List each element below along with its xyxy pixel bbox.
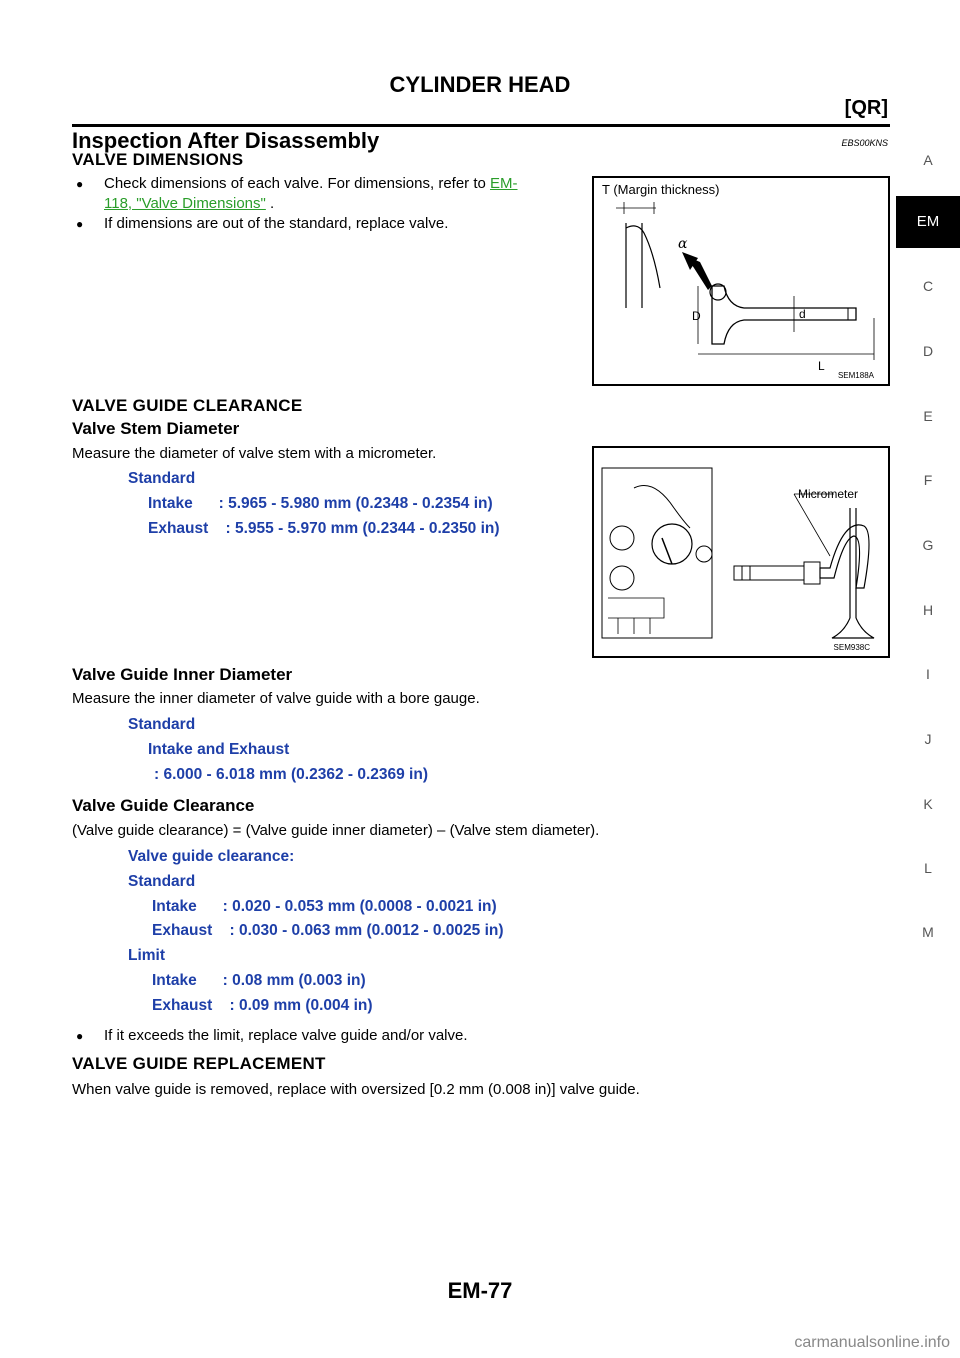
stem-exhaust-spec: Exhaust : 5.955 - 5.970 mm (0.2344 - 0.2350 in) xyxy=(148,520,500,537)
bullet-icon: ● xyxy=(76,1029,84,1043)
tab-k[interactable]: K xyxy=(923,796,933,812)
tab-i[interactable]: I xyxy=(926,666,930,682)
stem-standard-label: Standard xyxy=(128,470,196,487)
clearance-label: Valve guide clearance: xyxy=(128,848,295,865)
d-lower-label: d xyxy=(799,307,806,321)
valve-guide-clearance-heading: VALVE GUIDE CLEARANCE xyxy=(72,396,303,415)
section-tag: [QR] xyxy=(844,97,888,119)
valve-guide-replacement-heading: VALVE GUIDE REPLACEMENT xyxy=(72,1054,326,1073)
micrometer-diagram xyxy=(594,448,888,656)
clearance-limit-intake: Intake : 0.08 mm (0.003 in) xyxy=(152,972,366,989)
bullet-exceeds-limit: ● If it exceeds the limit, replace valve guide and/or valve. xyxy=(76,1027,468,1044)
clearance-std-exhaust: Exhaust : 0.030 - 0.063 mm (0.0012 - 0.0025 in) xyxy=(152,922,504,939)
tab-f[interactable]: F xyxy=(923,472,933,488)
clearance-standard-label: Standard xyxy=(128,873,196,890)
valve-dimensions-heading: VALVE DIMENSIONS xyxy=(72,150,244,169)
tab-l[interactable]: L xyxy=(924,860,932,876)
bullet-icon: ● xyxy=(76,217,84,231)
micrometer-figure xyxy=(592,446,890,658)
bullet-icon: ● xyxy=(76,177,84,191)
inner-spec-value: : 6.000 - 6.018 mm (0.2362 - 0.2369 in) xyxy=(154,766,428,783)
margin-thickness-label: T (Margin thickness) xyxy=(602,182,720,197)
page-number: EM-77 xyxy=(447,1278,513,1303)
tab-h[interactable]: H xyxy=(922,602,934,618)
tab-em[interactable]: EM xyxy=(896,196,960,248)
valve-diagram xyxy=(594,178,888,384)
tab-a[interactable]: A xyxy=(923,152,933,168)
inner-standard-label: Standard xyxy=(128,716,196,733)
clearance-limit-label: Limit xyxy=(128,947,166,964)
title-rule xyxy=(72,124,890,127)
tab-e[interactable]: E xyxy=(923,408,933,424)
clearance-limit-exhaust: Exhaust : 0.09 mm (0.004 in) xyxy=(152,997,373,1014)
micrometer-label: Micrometer xyxy=(798,487,859,501)
stem-intake-spec: Intake : 5.965 - 5.980 mm (0.2348 - 0.2354 in) xyxy=(148,495,493,512)
valve-stem-instruction: Measure the diameter of valve stem with a micrometer. xyxy=(72,445,437,462)
bullet-replace-valve: ● If dimensions are out of the standard, replace valve. xyxy=(76,215,449,232)
figure-code: SEM938C xyxy=(833,643,870,652)
valve-stem-diameter-heading: Valve Stem Diameter xyxy=(72,419,240,438)
replacement-text: When valve guide is removed, replace with oversized [0.2 mm (0.008 in)] valve guide. xyxy=(72,1081,640,1098)
tab-g[interactable]: G xyxy=(922,537,934,553)
d-upper-label: D xyxy=(692,309,701,323)
length-label: L xyxy=(818,359,825,373)
tab-m[interactable]: M xyxy=(922,924,934,940)
valve-dimensions-figure xyxy=(592,176,890,386)
main-heading: Inspection After Disassembly xyxy=(72,128,380,153)
tab-j[interactable]: J xyxy=(924,731,932,747)
reference-code: EBS00KNS xyxy=(841,138,888,148)
page-title: CYLINDER HEAD xyxy=(389,72,571,97)
watermark: carmanualsonline.info xyxy=(794,1334,950,1351)
guide-inner-instruction: Measure the inner diameter of valve guide with a bore gauge. xyxy=(72,690,480,707)
figure-code: SEM188A xyxy=(837,371,874,380)
inner-sub-label: Intake and Exhaust xyxy=(148,741,290,758)
bullet-check-dimensions: ● Check dimensions of each valve. For dimensions, refer to EM- 118, "Valve Dimensions" . xyxy=(76,175,518,212)
clearance-std-intake: Intake : 0.020 - 0.053 mm (0.0008 - 0.0021 in) xyxy=(152,898,497,915)
section-thumb-tabs xyxy=(896,0,960,1358)
guide-inner-diameter-heading: Valve Guide Inner Diameter xyxy=(72,665,293,684)
tab-d[interactable]: D xyxy=(922,343,934,359)
valve-dimensions-link[interactable]: EM- 118, "Valve Dimensions" xyxy=(104,175,518,212)
alpha-label: α xyxy=(678,236,688,252)
guide-clearance-heading: Valve Guide Clearance xyxy=(72,796,255,815)
clearance-formula: (Valve guide clearance) = (Valve guide inner diameter) – (Valve stem diameter). xyxy=(72,822,600,839)
tab-c[interactable]: C xyxy=(922,278,934,294)
bullet-text: Check dimensions of each valve. For dimensions, refer to xyxy=(104,175,491,192)
